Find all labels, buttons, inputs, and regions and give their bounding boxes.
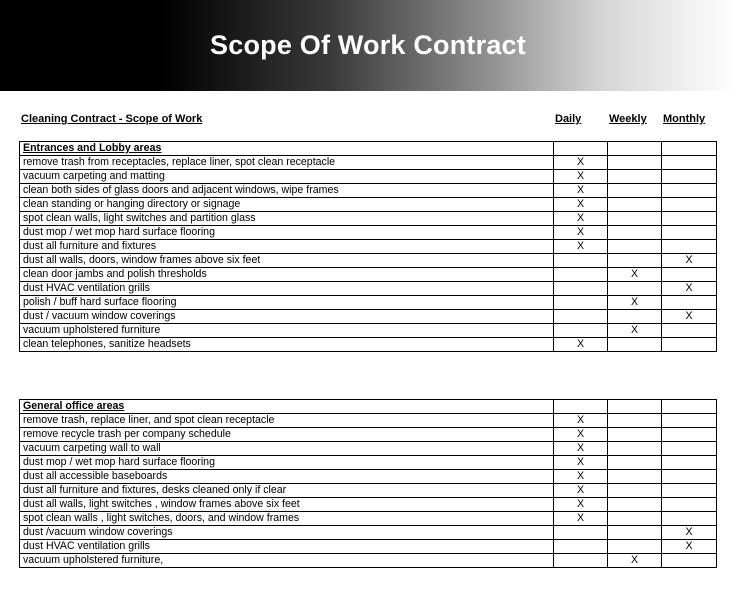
table-row — [20, 338, 717, 352]
monthly-mark-cell — [662, 170, 717, 184]
table-row — [20, 324, 717, 338]
daily-mark-cell — [554, 268, 608, 282]
monthly-mark-cell: X — [662, 310, 717, 324]
weekly-mark-cell — [608, 338, 662, 352]
task-cell: dust all walls, light switches , window frames above six feet — [20, 498, 554, 512]
weekly-mark-cell — [608, 170, 662, 184]
monthly-mark-cell — [662, 268, 717, 282]
weekly-mark-cell — [608, 470, 662, 484]
daily-mark-cell: X — [554, 442, 608, 456]
weekly-mark-cell — [608, 184, 662, 198]
empty-cell — [608, 142, 662, 156]
task-cell: vacuum upholstered furniture — [20, 324, 554, 338]
daily-mark-cell — [554, 310, 608, 324]
task-cell: dust / vacuum window coverings — [20, 310, 554, 324]
daily-mark-cell: X — [554, 198, 608, 212]
task-cell: dust all furniture and fixtures — [20, 240, 554, 254]
daily-mark-cell: X — [554, 156, 608, 170]
weekly-mark-cell — [608, 226, 662, 240]
daily-mark-cell: X — [554, 484, 608, 498]
weekly-mark-cell — [608, 198, 662, 212]
weekly-mark-cell — [608, 512, 662, 526]
monthly-mark-cell — [662, 554, 717, 568]
weekly-mark-cell: X — [608, 268, 662, 282]
task-cell: vacuum carpeting and matting — [20, 170, 554, 184]
task-cell: dust all furniture and fixtures, desks cleaned only if clear — [20, 484, 554, 498]
weekly-mark-cell — [608, 156, 662, 170]
task-cell: dust HVAC ventilation grills — [20, 540, 554, 554]
task-cell: remove recycle trash per company schedule — [20, 428, 554, 442]
table-row — [20, 184, 717, 198]
weekly-mark-cell — [608, 484, 662, 498]
table-row — [20, 156, 717, 170]
section-header-row — [20, 400, 717, 414]
empty-cell — [662, 400, 717, 414]
monthly-mark-cell — [662, 498, 717, 512]
daily-mark-cell — [554, 540, 608, 554]
weekly-mark-cell — [608, 428, 662, 442]
monthly-mark-cell: X — [662, 254, 717, 268]
daily-mark-cell — [554, 554, 608, 568]
task-cell: dust all accessible baseboards — [20, 470, 554, 484]
empty-cell — [554, 400, 608, 414]
table-row — [20, 212, 717, 226]
monthly-mark-cell — [662, 198, 717, 212]
daily-mark-cell: X — [554, 470, 608, 484]
daily-mark-cell: X — [554, 512, 608, 526]
table-row — [20, 554, 717, 568]
table-row — [20, 512, 717, 526]
daily-mark-cell: X — [554, 414, 608, 428]
daily-mark-cell — [554, 296, 608, 310]
table-row — [20, 540, 717, 554]
section-title: General office areas — [20, 400, 554, 414]
table-row — [20, 526, 717, 540]
table-row — [20, 484, 717, 498]
weekly-mark-cell — [608, 414, 662, 428]
daily-mark-cell: X — [554, 428, 608, 442]
table-row — [20, 240, 717, 254]
daily-mark-cell — [554, 254, 608, 268]
monthly-mark-cell — [662, 338, 717, 352]
task-cell: remove trash from receptacles, replace liner, spot clean receptacle — [20, 156, 554, 170]
weekly-mark-cell — [608, 254, 662, 268]
table-row — [20, 442, 717, 456]
weekly-mark-cell: X — [608, 554, 662, 568]
table-row — [20, 456, 717, 470]
monthly-mark-cell — [662, 240, 717, 254]
weekly-mark-cell — [608, 282, 662, 296]
daily-mark-cell: X — [554, 456, 608, 470]
weekly-mark-cell — [608, 442, 662, 456]
empty-cell — [608, 400, 662, 414]
daily-mark-cell — [554, 282, 608, 296]
monthly-mark-cell — [662, 226, 717, 240]
col-header-monthly: Monthly — [663, 113, 706, 125]
table-row — [20, 470, 717, 484]
weekly-mark-cell — [608, 540, 662, 554]
monthly-mark-cell — [662, 442, 717, 456]
task-cell: vacuum carpeting wall to wall — [20, 442, 554, 456]
daily-mark-cell: X — [554, 184, 608, 198]
table-row — [20, 414, 717, 428]
section-title: Entrances and Lobby areas — [20, 142, 554, 156]
table-row — [20, 170, 717, 184]
task-cell: polish / buff hard surface flooring — [20, 296, 554, 310]
monthly-mark-cell — [662, 456, 717, 470]
monthly-mark-cell: X — [662, 540, 717, 554]
monthly-mark-cell — [662, 156, 717, 170]
task-cell: dust HVAC ventilation grills — [20, 282, 554, 296]
table-row — [20, 428, 717, 442]
task-cell: clean both sides of glass doors and adjacent windows, wipe frames — [20, 184, 554, 198]
task-cell: clean telephones, sanitize headsets — [20, 338, 554, 352]
table-row — [20, 282, 717, 296]
weekly-mark-cell — [608, 498, 662, 512]
task-cell: dust mop / wet mop hard surface flooring — [20, 456, 554, 470]
table-row — [20, 296, 717, 310]
daily-mark-cell: X — [554, 226, 608, 240]
weekly-mark-cell — [608, 240, 662, 254]
weekly-mark-cell: X — [608, 324, 662, 338]
monthly-mark-cell — [662, 414, 717, 428]
task-cell: dust all walls, doors, window frames above six feet — [20, 254, 554, 268]
daily-mark-cell — [554, 324, 608, 338]
task-cell: dust mop / wet mop hard surface flooring — [20, 226, 554, 240]
weekly-mark-cell: X — [608, 296, 662, 310]
daily-mark-cell — [554, 526, 608, 540]
task-cell: dust /vacuum window coverings — [20, 526, 554, 540]
section-header-row — [20, 142, 717, 156]
weekly-mark-cell — [608, 526, 662, 540]
table-row — [20, 226, 717, 240]
monthly-mark-cell: X — [662, 526, 717, 540]
monthly-mark-cell — [662, 512, 717, 526]
empty-cell — [554, 142, 608, 156]
entrances-lobby-table — [19, 141, 717, 352]
task-cell: clean standing or hanging directory or signage — [20, 198, 554, 212]
col-header-weekly: Weekly — [609, 113, 647, 125]
doc-label: Cleaning Contract - Scope of Work — [21, 113, 203, 125]
general-office-table — [19, 399, 717, 568]
task-cell: remove trash, replace liner, and spot clean receptacle — [20, 414, 554, 428]
monthly-mark-cell — [662, 484, 717, 498]
task-cell: spot clean walls, light switches and partition glass — [20, 212, 554, 226]
monthly-mark-cell — [662, 212, 717, 226]
empty-cell — [662, 142, 717, 156]
table-row — [20, 254, 717, 268]
monthly-mark-cell: X — [662, 282, 717, 296]
col-header-daily: Daily — [555, 113, 582, 125]
monthly-mark-cell — [662, 296, 717, 310]
daily-mark-cell: X — [554, 240, 608, 254]
daily-mark-cell: X — [554, 338, 608, 352]
monthly-mark-cell — [662, 324, 717, 338]
daily-mark-cell: X — [554, 498, 608, 512]
title-banner — [0, 0, 736, 91]
weekly-mark-cell — [608, 212, 662, 226]
monthly-mark-cell — [662, 184, 717, 198]
task-cell: vacuum upholstered furniture, — [20, 554, 554, 568]
table-row — [20, 268, 717, 282]
table-row — [20, 310, 717, 324]
weekly-mark-cell — [608, 310, 662, 324]
monthly-mark-cell — [662, 428, 717, 442]
daily-mark-cell: X — [554, 170, 608, 184]
monthly-mark-cell — [662, 470, 717, 484]
task-cell: clean door jambs and polish thresholds — [20, 268, 554, 282]
weekly-mark-cell — [608, 456, 662, 470]
table-row — [20, 198, 717, 212]
table-row — [20, 498, 717, 512]
daily-mark-cell: X — [554, 212, 608, 226]
task-cell: spot clean walls , light switches, doors, and window frames — [20, 512, 554, 526]
document-title: Scope Of Work Contract — [210, 30, 526, 60]
